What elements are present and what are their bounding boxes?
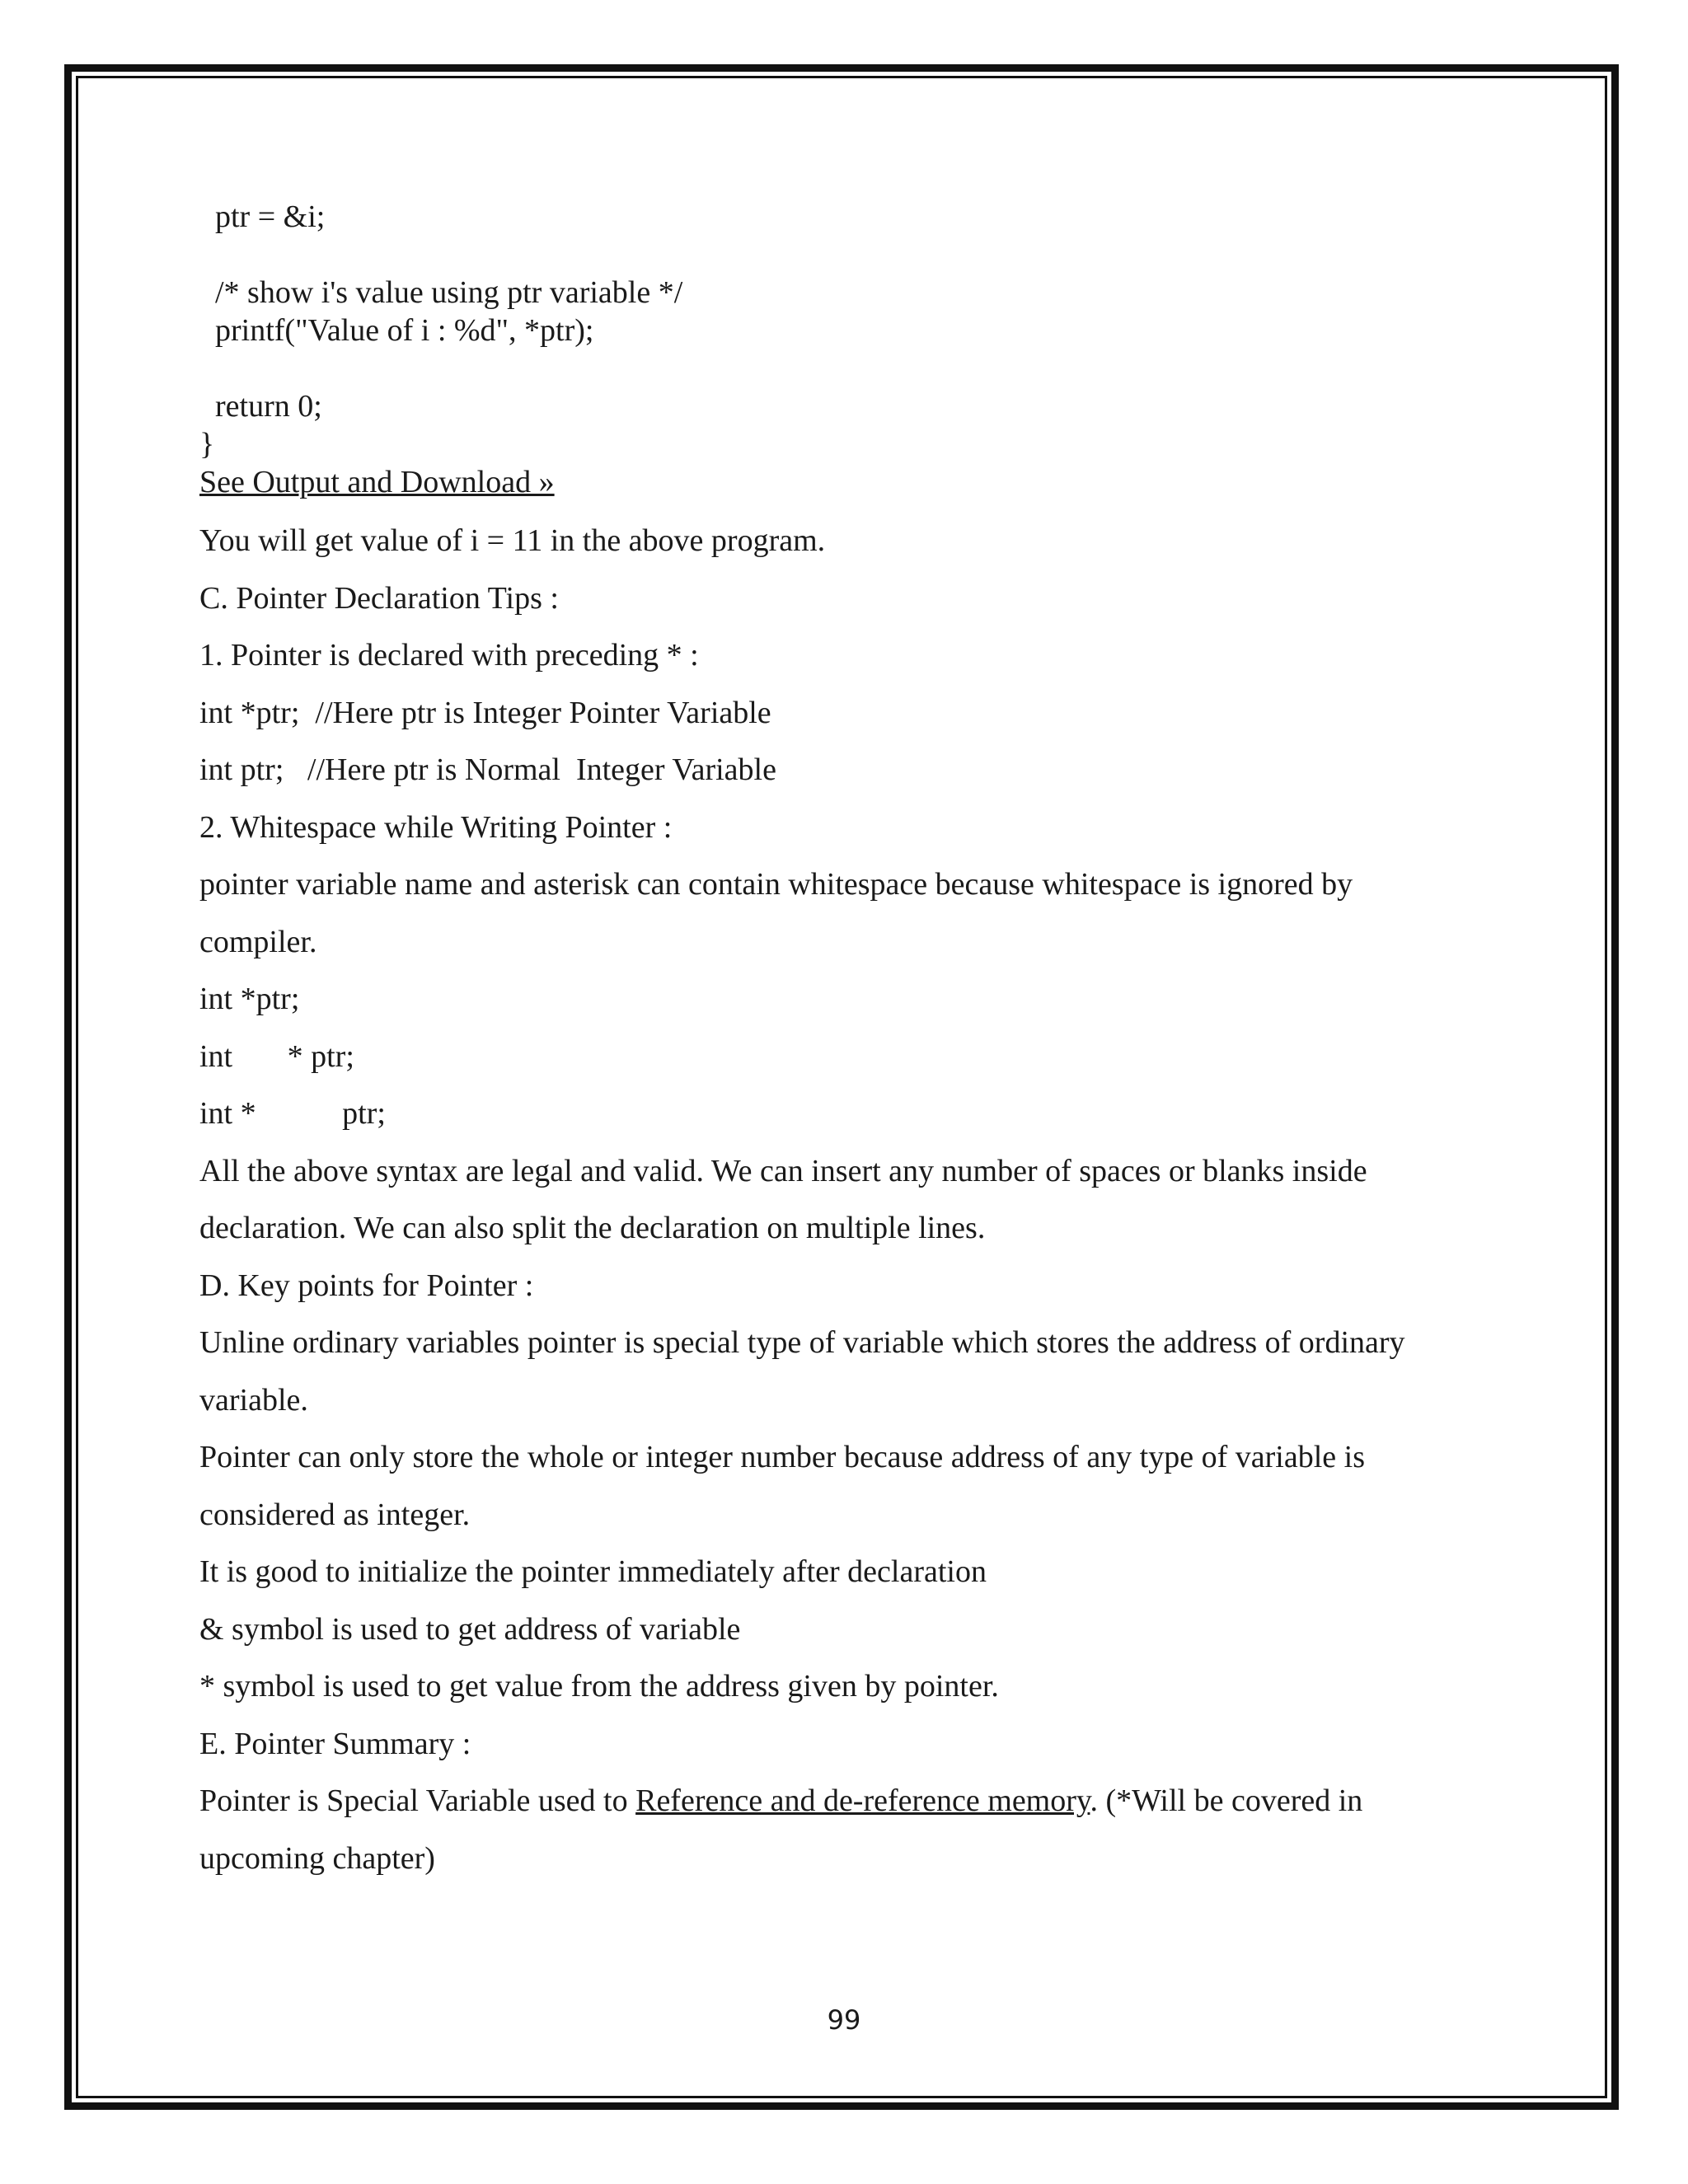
text-line: compiler. [199, 924, 317, 959]
text-line: Unline ordinary variables pointer is special type of variable which stores the address of ordinary [199, 1325, 1405, 1360]
text-line: & symbol is used to get address of variable [199, 1611, 741, 1647]
text-line: pointer variable name and asterisk can contain whitespace because whitespace is ignored by [199, 867, 1353, 902]
code-line: } [199, 427, 215, 462]
section-heading: D. Key points for Pointer : [199, 1268, 534, 1303]
code-line: return 0; [199, 389, 322, 424]
text-line: variable. [199, 1382, 308, 1418]
code-blank-line [199, 236, 1518, 274]
text-line: int *ptr; //Here ptr is Integer Pointer Variable [199, 695, 771, 730]
text-line: int *ptr; [199, 982, 300, 1016]
text-line: All the above syntax are legal and valid. We can insert any number of spaces or blanks inside [199, 1153, 1367, 1188]
summary-suffix: . (*Will be covered in [1090, 1783, 1363, 1818]
page-number: 99 [827, 2004, 861, 2036]
body-text [199, 513, 1518, 1887]
page-content [199, 198, 1518, 1887]
text-line: considered as integer. [199, 1497, 471, 1532]
text-line: int * ptr; [199, 1038, 354, 1074]
section-heading: C. Pointer Declaration Tips : [199, 580, 559, 616]
text-line: upcoming chapter) [199, 1840, 435, 1876]
code-line: printf("Value of i : %d", *ptr); [199, 313, 594, 348]
section-heading: E. Pointer Summary : [199, 1726, 471, 1761]
see-output-link[interactable]: See Output and Download » [199, 465, 555, 499]
code-line: ptr = &i; [199, 199, 326, 234]
summary-prefix: Pointer is Special Variable used to [199, 1783, 636, 1818]
text-line: int * ptr; [199, 1096, 386, 1131]
text-line: int ptr; //Here ptr is Normal Integer Variable [199, 752, 776, 787]
text-line: declaration. We can also split the declaration on multiple lines. [199, 1211, 986, 1245]
text-line: 1. Pointer is declared with preceding * : [199, 638, 699, 673]
reference-link[interactable]: Reference and de-reference memory [635, 1783, 1090, 1818]
summary-line [199, 1773, 1518, 1830]
text-line: 2. Whitespace while Writing Pointer : [199, 809, 673, 845]
text-line: You will get value of i = 11 in the above program. [199, 523, 826, 558]
code-line: /* show i's value using ptr variable */ [199, 275, 683, 310]
text-line: * symbol is used to get value from the address given by pointer. [199, 1669, 999, 1704]
code-block [199, 198, 1518, 463]
text-line: Pointer can only store the whole or integer number because address of any type of variable is [199, 1440, 1365, 1474]
code-blank-line [199, 349, 1518, 387]
text-line: It is good to initialize the pointer immediately after declaration [199, 1554, 987, 1589]
